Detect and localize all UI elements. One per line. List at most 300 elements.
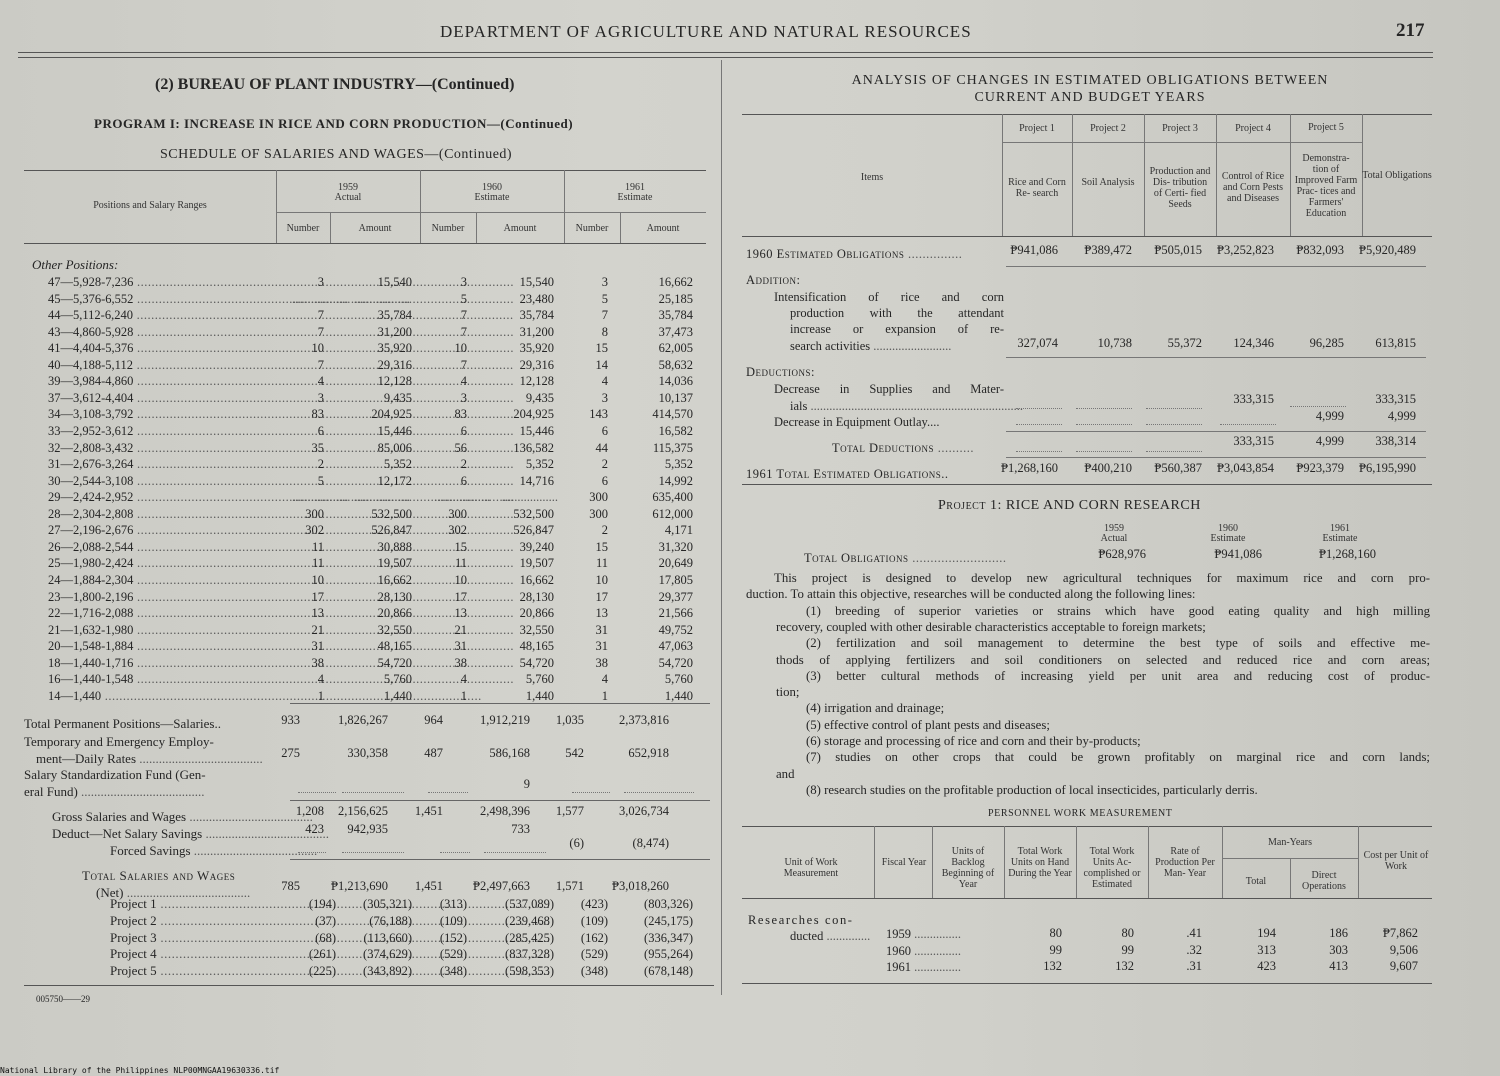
project-cell: (109) [439,913,467,928]
pwm-cell: 99 [1049,942,1062,957]
salary-cell: 31,200 [519,324,554,339]
salary-cell: 16,582 [658,424,693,438]
salary-cell: 11 [595,556,608,571]
temporary-1960-number: 487 [424,746,443,760]
total-obligations-header: Total Obligations [1362,170,1432,181]
salary-cell: 15 [595,341,608,356]
actual-1959-header: Actual [334,192,362,203]
salary-range: 32—2,808-3,432 ..... [48,440,306,456]
salary-cell: 14 [595,357,608,372]
gross-1961-amount: 3,026,734 [619,804,669,818]
project-cell: (76,188) [369,913,412,928]
salary-row [24,324,714,340]
pwm-unit-line2: ducted .............. [790,929,871,943]
salary-cell: 21 [311,622,324,637]
project-label: Project 5 ..... [110,963,306,979]
salary-row [24,655,714,671]
addition-value: 96,285 [1309,336,1344,350]
est1961-label: 1961 Total Estimated Obligations.. [746,467,949,481]
footer-code: 005750——29 [36,994,90,1004]
pwm-fiscal-year [886,959,961,975]
salary-cell: 20,866 [377,606,412,620]
salary-cell: 526,847 [513,523,554,538]
salary-range: 25—1,980-2,424 ..... [48,555,306,571]
salary-cell: 54,720 [377,655,412,670]
number-1961-header: Number [575,223,609,234]
pwm-year-dots: ............... [911,943,961,958]
project-cell: (803,326) [644,897,693,911]
project4-desc: Control of Rice and Corn Pests and Diseases [1221,171,1285,204]
project-cell: (529) [580,947,608,962]
total-deductions-total: 338,314 [1375,434,1416,448]
salary-cell: 16,662 [519,572,554,587]
salary-cell: 14,992 [658,473,693,488]
salary-cell: 5,760 [525,672,554,687]
deduct-1960-amount: 733 [511,822,530,836]
project-cell: (313) [439,897,467,911]
salary-cell: 83 [454,407,467,422]
temporary-1961-number: 542 [565,746,584,760]
salary-cell: 4 [460,672,467,687]
decrease-supplies-line2: ials .................................................................... [790,399,1023,413]
pwm-cell: 80 [1049,926,1062,940]
gross-1959-number: 1,208 [295,804,324,818]
salary-cell: 56 [454,440,467,455]
pwm-cell: 303 [1329,942,1348,957]
salary-cell: 300 [589,490,608,505]
year-1960-header: 1960 [482,182,502,193]
pwm-year-dots: ............... [911,927,961,941]
salary-cell: 28,130 [377,589,412,604]
project-cell: (152) [439,930,467,945]
salary-range: 34—3,108-3,792 ..... [48,406,306,422]
pwm-cell: .31 [1186,959,1202,973]
deduct-label: Deduct—Net Salary Savings ..... [52,826,329,842]
total-permanent-label: Total Permanent Positions—Salaries.. [24,716,221,731]
est1961-value: ₱6,195,990 [1359,461,1416,475]
salary-cell: 16,662 [658,275,693,289]
total-permanent-1960-number: 964 [424,713,443,727]
pwm-cell: 80 [1121,926,1134,940]
salary-cell: 85,006 [377,440,412,455]
salary-cell: 3 [601,275,608,289]
salary-cell: 1 [601,688,608,703]
salary-cell: 83 [311,407,324,422]
analysis-title-line2: CURRENT AND BUDGET YEARS [974,90,1206,105]
deductions-label: Deductions: [746,365,815,379]
salary-cell: 136,582 [513,440,554,455]
salary-cell: 49,752 [658,622,693,637]
empty-cell-dots: .................. [353,490,410,505]
project-label: Project 2 ..... [110,913,306,929]
salary-cell: 35,784 [658,308,693,323]
salary-cell: 115,375 [652,440,693,455]
schedule-title: SCHEDULE OF SALARIES AND WAGES—(Continued) [160,147,513,162]
salary-cell: 29,377 [658,589,693,604]
salary-range: 44—5,112-6,240 ..... [48,307,306,323]
project2-header: Project 2 [1090,123,1126,134]
salary-fund-1960-amount: 9 [523,777,530,791]
salary-cell: 10 [454,572,467,587]
salary-cell: 300 [305,506,324,521]
project5-desc: Demonstra- tion of Improved Farm Prac- tices and Farmers' Education [1294,153,1358,219]
salary-cell: 2 [601,523,608,538]
total-net-1960-amount: ₱2,497,663 [473,879,530,893]
salary-cell: 302 [305,523,324,538]
total-permanent-1960-amount: 1,912,219 [480,713,530,727]
salary-cell: 54,720 [658,655,693,670]
project-row [24,930,714,946]
p1-total-1959: ₱628,976 [1098,547,1146,561]
running-head: DEPARTMENT OF AGRICULTURE AND NATURAL RESOURCES [440,22,972,41]
salary-cell: 532,500 [371,506,412,521]
project-cell: (239,468) [505,913,554,928]
salary-cell: 1 [317,688,324,703]
project-cell: (529) [439,947,467,962]
salary-cell: 8 [601,324,608,339]
salary-range: 30—2,544-3,108 ..... [48,473,306,489]
salary-cell: 31 [595,622,608,637]
salary-cell: 35 [311,440,324,455]
gross-1961-number: 1,577 [555,804,584,818]
project-cell: (837,328) [505,947,554,962]
salary-cell: 526,847 [371,523,412,538]
p1-total-1961: ₱1,268,160 [1319,547,1376,561]
salary-cell: 15,540 [519,275,554,289]
description-line: (1) breeding of superior varieties or strains which have good eating quality and high milling [806,603,1430,618]
salary-cell: 3 [460,275,467,289]
amount-1959-header: Amount [358,223,392,234]
project-cell: (348) [580,964,608,979]
addition-line4: search activities ......................... [790,339,952,353]
project4-header: Project 4 [1235,123,1271,134]
project2-desc: Soil Analysis [1081,177,1135,188]
salary-range: 27—2,196-2,676 ..... [48,522,306,538]
salary-cell: 38 [311,655,324,670]
p1-total-label: Total Obligations .......................... [804,551,1007,565]
salary-cell: 38 [595,655,608,670]
salary-cell: 302 [448,523,467,538]
salary-cell: 20,649 [658,556,693,571]
estimate-1961-header: Estimate [617,192,653,203]
salary-cell: 39,240 [519,539,554,554]
project-cell: (194) [308,897,336,911]
addition-value: 613,815 [1375,336,1416,350]
salary-range: 26—2,088-2,544 ..... [48,539,306,555]
pwm-backlog-header: Units of Backlog Beginning of Year [941,846,995,890]
estimate-1960-header: Estimate [474,192,510,203]
project-cell: (343,892) [363,964,412,979]
salary-cell: 38 [454,655,467,670]
salary-range: 21—1,632-1,980 ..... [48,622,306,638]
salary-cell: 31 [311,639,324,654]
salary-cell: 5 [601,291,608,306]
salary-row [24,440,714,456]
salary-cell: 4 [601,374,608,389]
salary-cell: 14,036 [658,374,693,389]
salary-cell: 17 [311,589,324,604]
salary-cell: 13 [311,606,324,620]
project-cell: (285,425) [505,930,554,945]
salary-row [24,373,714,389]
project-cell: (598,353) [505,964,554,979]
project-cell: (245,175) [644,913,693,928]
salary-cell: 44 [595,440,608,455]
project-row [24,913,714,929]
empty-cell-dots: .................. [353,291,410,306]
p1-year-1959: 1959 [1104,523,1124,534]
salary-cell: 12,128 [519,374,554,389]
addition-value: 124,346 [1233,336,1274,350]
salary-cell: 35,920 [519,341,554,356]
salary-range: 24—1,884-2,304 ..... [48,572,306,588]
temporary-label-line2: ment—Daily Rates ..... [36,751,263,767]
decrease-equipment-total: 4,999 [1387,409,1416,423]
pwm-cell: 423 [1257,959,1276,973]
salary-range: 43—4,860-5,928 ..... [48,324,306,340]
salary-row [24,489,714,505]
salary-range: 40—4,188-5,112 ..... [48,357,306,373]
salary-range: 18—1,440-1,716 ..... [48,655,306,671]
salary-cell: 10 [595,572,608,587]
page-number: 217 [1396,20,1425,41]
salary-row [24,274,714,290]
salary-cell: 17 [454,589,467,604]
addition-value: 327,074 [1017,336,1058,350]
salary-cell: 48,165 [519,639,554,654]
salary-cell: 7 [460,324,467,339]
pwm-unit-line1: Researches con- [748,913,854,927]
total-net-label-line1: Total Salaries and Wages [82,868,236,883]
salary-cell: 17,805 [658,572,693,587]
p1-year-1961: 1961 [1330,523,1350,534]
salary-cell: 635,400 [652,490,693,505]
project3-desc: Production and Dis- tribution of Certi- fied Seeds [1149,166,1211,210]
gross-1960-number: 1,451 [414,804,443,818]
salary-cell: 7 [460,308,467,323]
pwm-year: 1959 [886,927,911,941]
gross-1959-amount: 2,156,625 [338,804,388,818]
empty-cell-dots: .................. [292,291,349,306]
salary-cell: 10,137 [658,390,693,405]
salary-cell: 9,435 [383,390,412,405]
salary-cell: 10 [311,341,324,356]
pwm-cell: 313 [1257,942,1276,957]
est1960-value: ₱5,920,489 [1359,243,1416,257]
description-line: This project is designed to develop new agricultural techniques for maximum rice and corn pro- [774,571,1430,585]
description-line: tion; [776,685,800,700]
salary-cell: 300 [589,506,608,521]
forced-label: Forced Savings ..... [110,843,317,859]
pwm-cell: 99 [1121,942,1134,957]
salary-row [24,572,714,588]
salary-cell: 47,063 [658,639,693,654]
salary-cell: 19,507 [519,556,554,571]
salary-cell: 5,760 [383,672,412,687]
pwm-cell: 186 [1329,926,1348,940]
salary-row [24,291,714,307]
project1-desc: Rice and Corn Re- search [1008,177,1066,199]
salary-cell: 7 [317,308,324,323]
salary-range: 45—5,376-6,552 ..... [48,291,306,307]
positions-header: Positions and Salary Ranges [93,200,207,211]
p1-total-1960: ₱941,086 [1214,547,1262,561]
salary-row [24,638,714,654]
analysis-title-line1: ANALYSIS OF CHANGES IN ESTIMATED OBLIGATIONS BETWEEN [851,73,1329,88]
est1960-value: ₱505,015 [1154,243,1202,257]
p1-year-1961-sub: Estimate [1322,533,1358,544]
salary-cell: 25,185 [658,291,693,306]
salary-cell: 31 [595,639,608,654]
pwm-year: 1960 [886,943,911,958]
pwm-cell: 194 [1257,926,1276,940]
description-line: (7) studies on other crops that could be grown profitably on marginal rice and corn lands; [806,750,1430,765]
salary-cell: 13 [454,606,467,620]
total-deductions-p4: 333,315 [1233,434,1274,448]
salary-row [24,555,714,571]
total-permanent-1961-amount: 2,373,816 [619,713,669,727]
number-1959-header: Number [286,223,320,234]
salary-row [24,390,714,406]
decrease-equipment-label: Decrease in Equipment Outlay.... [774,415,940,429]
pwm-year: 1961 [886,960,911,974]
addition-value: 55,372 [1167,336,1202,350]
salary-cell: 2 [317,457,324,472]
salary-cell: 10 [311,572,324,587]
empty-cell-dots: .................. [292,490,349,505]
total-deductions-label: Total Deductions .......... [832,441,974,455]
total-net-label-line2: (Net) ..... [96,885,250,901]
pwm-cell: .32 [1186,942,1202,957]
salary-row [24,671,714,687]
total-net-1959-number: 785 [281,879,300,893]
salary-range: 23—1,800-2,196 ..... [48,589,306,605]
pwm-title: PERSONNEL WORK MEASUREMENT [988,808,1173,819]
pwm-unit-header: Unit of Work Measurement [783,857,839,879]
pwm-cost-header: Cost per Unit of Work [1363,850,1429,872]
pwm-total-hand-header: Total Work Units on Hand During the Year [1008,846,1072,879]
pwm-total-header: Total [1245,876,1267,887]
items-header: Items [860,172,884,183]
salary-cell: 5,352 [383,457,412,472]
project-cell: (955,264) [644,947,693,962]
salary-range: 33—2,952-3,612 ..... [48,423,306,439]
project-cell: (68) [315,930,336,945]
salary-row [24,506,714,522]
other-positions-label: Other Positions: [32,257,119,272]
pwm-cell: 9,607 [1389,959,1418,973]
salary-cell: 15,446 [377,424,412,438]
est1960-value: ₱941,086 [1010,243,1058,257]
salary-cell: 35,784 [377,308,412,323]
project-cell: (348) [439,964,467,979]
temporary-1959-number: 275 [281,746,300,760]
project-cell: (225) [308,964,336,979]
pwm-cell: ₱7,862 [1382,926,1418,940]
total-permanent-1961-number: 1,035 [555,713,584,727]
salary-cell: 35,784 [519,308,554,323]
project-cell: (37) [315,913,336,928]
salary-range: 31—2,676-3,264 ..... [48,456,306,472]
project-label: Project 1 ..... [110,896,306,912]
description-line: and [776,766,795,781]
p1-year-1960-sub: Estimate [1210,533,1246,544]
salary-cell: 4 [460,374,467,389]
salary-cell: 30,888 [377,539,412,554]
total-permanent-1959-amount: 1,826,267 [338,713,388,727]
salary-cell: 1,440 [664,688,693,703]
pwm-fiscal-year [886,926,961,942]
pwm-direct-header: Direct Operations [1302,870,1346,892]
salary-cell: 11 [454,556,467,571]
salary-range: 20—1,548-1,884 ..... [48,638,306,654]
salary-cell: 5,760 [664,672,693,687]
header-rule [18,52,1433,58]
total-net-1961-number: 1,571 [555,879,584,893]
salary-cell: 29,316 [377,357,412,372]
amount-1961-header: Amount [646,223,680,234]
salary-cell: 13 [595,606,608,620]
salary-cell: 2 [460,457,467,472]
salary-cell: 11 [311,556,324,571]
salary-cell: 14,716 [519,473,554,488]
pwm-year-dots: ............... [911,960,961,974]
addition-line1: Intensification of rice and corn [774,290,1004,304]
salary-cell: 5 [317,473,324,488]
temporary-label-line1: Temporary and Emergency Employ- [24,734,214,749]
salary-cell: 4 [601,672,608,687]
salary-cell: 21 [454,622,467,637]
salary-cell: 4 [317,374,324,389]
addition-label: Addition: [746,273,801,287]
addition-line3: increase or expansion of re- [790,322,1004,336]
salary-range: 22—1,716-2,088 ..... [48,605,306,621]
empty-cell-dots: .................. [434,490,491,505]
salary-cell: 7 [317,357,324,372]
salary-cell: 7 [601,308,608,323]
salary-cell: 15,446 [519,424,554,438]
description-line: (4) irrigation and drainage; [806,701,945,716]
description-line: (2) fertilization and soil management to determine the best type of soils and effective me- [806,636,1430,651]
salary-cell: 143 [589,407,608,422]
addition-value: 10,738 [1097,336,1132,350]
salary-cell: 532,500 [513,506,554,521]
salary-cell: 6 [601,424,608,438]
salary-range: 28—2,304-2,808 ..... [48,506,306,522]
salary-cell: 19,507 [377,556,412,571]
salary-cell: 62,005 [658,341,693,356]
salary-row [24,406,714,422]
salary-cell: 204,925 [513,407,554,422]
salary-cell: 37,473 [658,324,693,339]
est1961-value: ₱923,379 [1296,461,1344,475]
analysis-title [740,72,1440,106]
salary-row [24,456,714,472]
salary-cell: 31,200 [377,324,412,339]
salary-cell: 58,632 [658,357,693,372]
salary-row [24,622,714,638]
pwm-cell: 132 [1115,959,1134,973]
temporary-1959-amount: 330,358 [347,746,388,760]
salary-cell: 6 [317,424,324,438]
project5-header: Project 5 [1308,122,1344,133]
project-row [24,896,714,912]
salary-row [24,539,714,555]
salary-cell: 4 [317,672,324,687]
description-line: (5) effective control of plant pests and diseases; [806,717,1050,732]
project-cell: (162) [580,930,608,945]
decrease-supplies-total: 333,315 [1375,392,1416,406]
